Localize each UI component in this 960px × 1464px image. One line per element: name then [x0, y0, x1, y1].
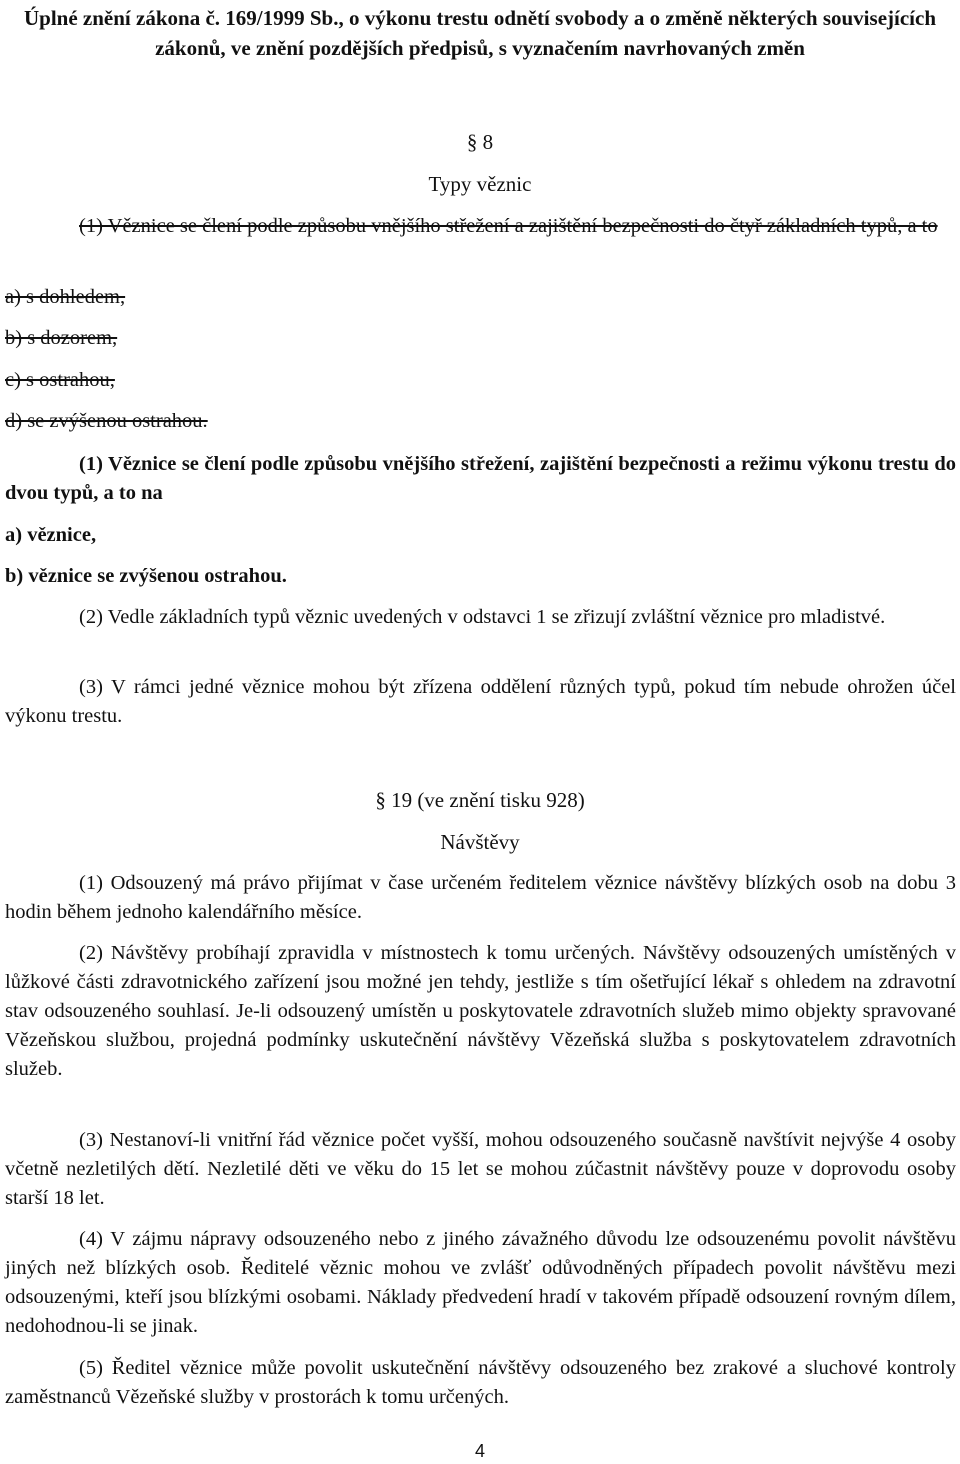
- section-8-heading: Typy věznic: [428, 172, 532, 196]
- deleted-item-c: c) s ostrahou,: [5, 369, 115, 391]
- section-19-paragraph-1: (1) Odsouzený má právo přijímat v čase určeném ředitelem věznice návštěvy blízkých osob na dobu 3 hodin během jednoho kalendářního měsíce.: [5, 872, 956, 923]
- deleted-item-b: b) s dozorem,: [5, 327, 118, 349]
- inserted-paragraph-1: (1) Věznice se člení podle způsobu vnějšího střežení, zajištění bezpečnosti a režimu výkonu trestu do dvou typů, a to na: [5, 453, 956, 504]
- deleted-item-d: d) se zvýšenou ostrahou.: [5, 410, 208, 432]
- inserted-item-b: b) věznice se zvýšenou ostrahou.: [5, 565, 287, 587]
- section-19-paragraph-3: (3) Nestanoví-li vnitřní řád věznice počet vyšší, mohou odsouzeného současně navštívit nejvýše 4 osoby včetně nezletilých dětí. Nezletilé děti ve věku do 15 let se mohou zúčastnit návštěvy pouze v doprovodu osoby starší 18 let.: [5, 1129, 956, 1209]
- document-title: Úplné znění zákona č. 169/1999 Sb., o výkonu trestu odnětí svobody a o změně některých souvisejících zákonů, ve znění pozdějších předpisů, s vyznačením navrhovaných změn: [24, 6, 936, 60]
- section-8-paragraph-2: (2) Vedle základních typů věznic uvedených v odstavci 1 se zřizují zvláštní věznice pro mladistvé.: [79, 606, 886, 628]
- section-8-symbol: § 8: [466, 130, 494, 154]
- section-19-paragraph-2: (2) Návštěvy probíhají zpravidla v místnostech k tomu určených. Návštěvy odsouzených umístěných v lůžkové části zdravotnického zařízení jsou možné jen tehdy, jestliže s tím ošetřující lékař s ohledem na zdravotní stav odsouzeného souhlasí. Je-li odsouzený umístěn u poskytovatele zdravotních služeb mimo objekty spravované Vězeňskou službou, projedná podmínky uskutečnění návštěvy Vězeňská služba s poskytovatelem zdravotních služeb.: [5, 942, 956, 1080]
- deleted-paragraph-1: (1) Věznice se člení podle způsobu vnějšího střežení a zajištění bezpečnosti do čtyř základních typů, a to: [79, 215, 938, 237]
- section-19-paragraph-4: (4) V zájmu nápravy odsouzeného nebo z jiného závažného důvodu lze odsouzenému povolit návštěvu jiných než blízkých osob. Ředitelé věznic mohou ve zvlášť odůvodněných případech povolit návštěvu mezi odsouzenými, kteří jsou blízkými osobami. Náklady předvedení hradí v takovém případě odsouzení rovným dílem, nedohodnou-li se jinak.: [5, 1228, 956, 1337]
- section-8-paragraph-3: (3) V rámci jedné věznice mohou být zřízena oddělení různých typů, pokud tím nebude ohrožen účel výkonu trestu.: [5, 676, 956, 727]
- section-19-heading: Návštěvy: [440, 830, 520, 854]
- page-number: 4: [474, 1441, 485, 1461]
- section-19-paragraph-5: (5) Ředitel věznice může povolit uskutečnění návštěvy odsouzeného bez zrakové a sluchové kontroly zaměstnanců Vězeňské služby v prostorách k tomu určených.: [5, 1357, 956, 1408]
- section-19-symbol: § 19 (ve znění tisku 928): [375, 788, 585, 812]
- deleted-item-a: a) s dohledem,: [5, 286, 126, 308]
- inserted-item-a: a) věznice,: [5, 524, 97, 546]
